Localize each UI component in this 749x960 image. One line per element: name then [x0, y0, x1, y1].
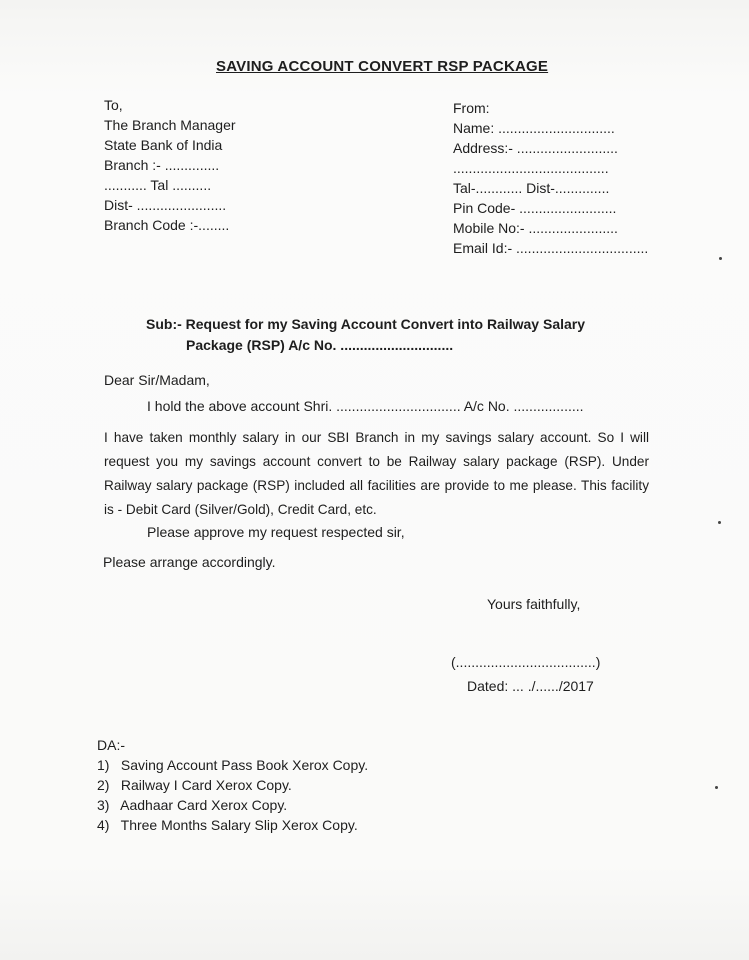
to-line: State Bank of India: [104, 137, 223, 153]
signature-line: (....................................): [451, 654, 601, 670]
from-line: Address:- ..........................: [453, 140, 618, 156]
subject-block: [146, 314, 585, 356]
subject-line-1: Sub:- Request for my Saving Account Convert into Railway Salary: [146, 316, 586, 332]
to-line: The Branch Manager: [104, 117, 236, 133]
scan-speck: [715, 786, 718, 789]
from-line: Email Id:- ..................................: [453, 240, 649, 256]
attachment-label: Railway I Card Xerox Copy.: [120, 777, 292, 793]
approve-line: Please approve my request respected sir,: [147, 524, 405, 540]
from-line: ........................................: [453, 160, 609, 176]
document-title: SAVING ACCOUNT CONVERT RSP PACKAGE: [216, 58, 549, 75]
scan-speck: [718, 521, 721, 524]
attachment-label: Saving Account Pass Book Xerox Copy.: [120, 757, 369, 773]
to-line: Dist- .......................: [104, 197, 227, 213]
body-paragraph: I have taken monthly salary in our SBI Branch in my savings salary account. So I will request you my savings account convert to be Railway salary package (RSP). Under Railway salary package (RSP) included all facilities are provide to me please. This facility is - Debit Card (Silver/Gold), Credit Card, etc.: [104, 430, 649, 517]
to-line: Branch Code :-........: [104, 217, 230, 233]
attachment-number: 1): [97, 757, 110, 773]
attachment-label: Aadhaar Card Xerox Copy.: [120, 797, 288, 813]
salutation: Dear Sir/Madam,: [104, 372, 210, 388]
to-address-block: [104, 95, 236, 235]
attachment-label: Three Months Salary Slip Xerox Copy.: [120, 817, 358, 833]
from-line: Pin Code- .........................: [453, 200, 617, 216]
attachments-heading: DA:-: [97, 737, 125, 753]
attachment-item: [97, 775, 368, 795]
dated-line: Dated: ... ./....../2017: [467, 678, 594, 694]
account-line: I hold the above account Shri. ................................ A/c No. ..................: [147, 398, 584, 414]
arrange-line: Please arrange accordingly.: [103, 554, 276, 570]
attachment-number: 4): [97, 817, 110, 833]
closing-line: Yours faithfully,: [487, 596, 581, 612]
to-line: ........... Tal ..........: [104, 177, 212, 193]
to-line: Branch :- ..............: [104, 157, 220, 173]
attachment-item: [97, 755, 368, 775]
attachment-item: [97, 795, 368, 815]
attachment-number: 3): [97, 797, 110, 813]
from-line: Name: ..............................: [453, 120, 615, 136]
subject-line-2: Package (RSP) A/c No. .............................: [186, 337, 454, 353]
from-address-block: [453, 98, 648, 258]
from-line: Tal-............ Dist-..............: [453, 180, 610, 196]
from-line: From:: [453, 100, 490, 116]
attachment-number: 2): [97, 777, 110, 793]
scan-speck: [719, 257, 722, 260]
to-line: To,: [104, 97, 123, 113]
attachments-list: [97, 735, 368, 835]
from-line: Mobile No:- .......................: [453, 220, 618, 236]
attachment-item: [97, 815, 368, 835]
